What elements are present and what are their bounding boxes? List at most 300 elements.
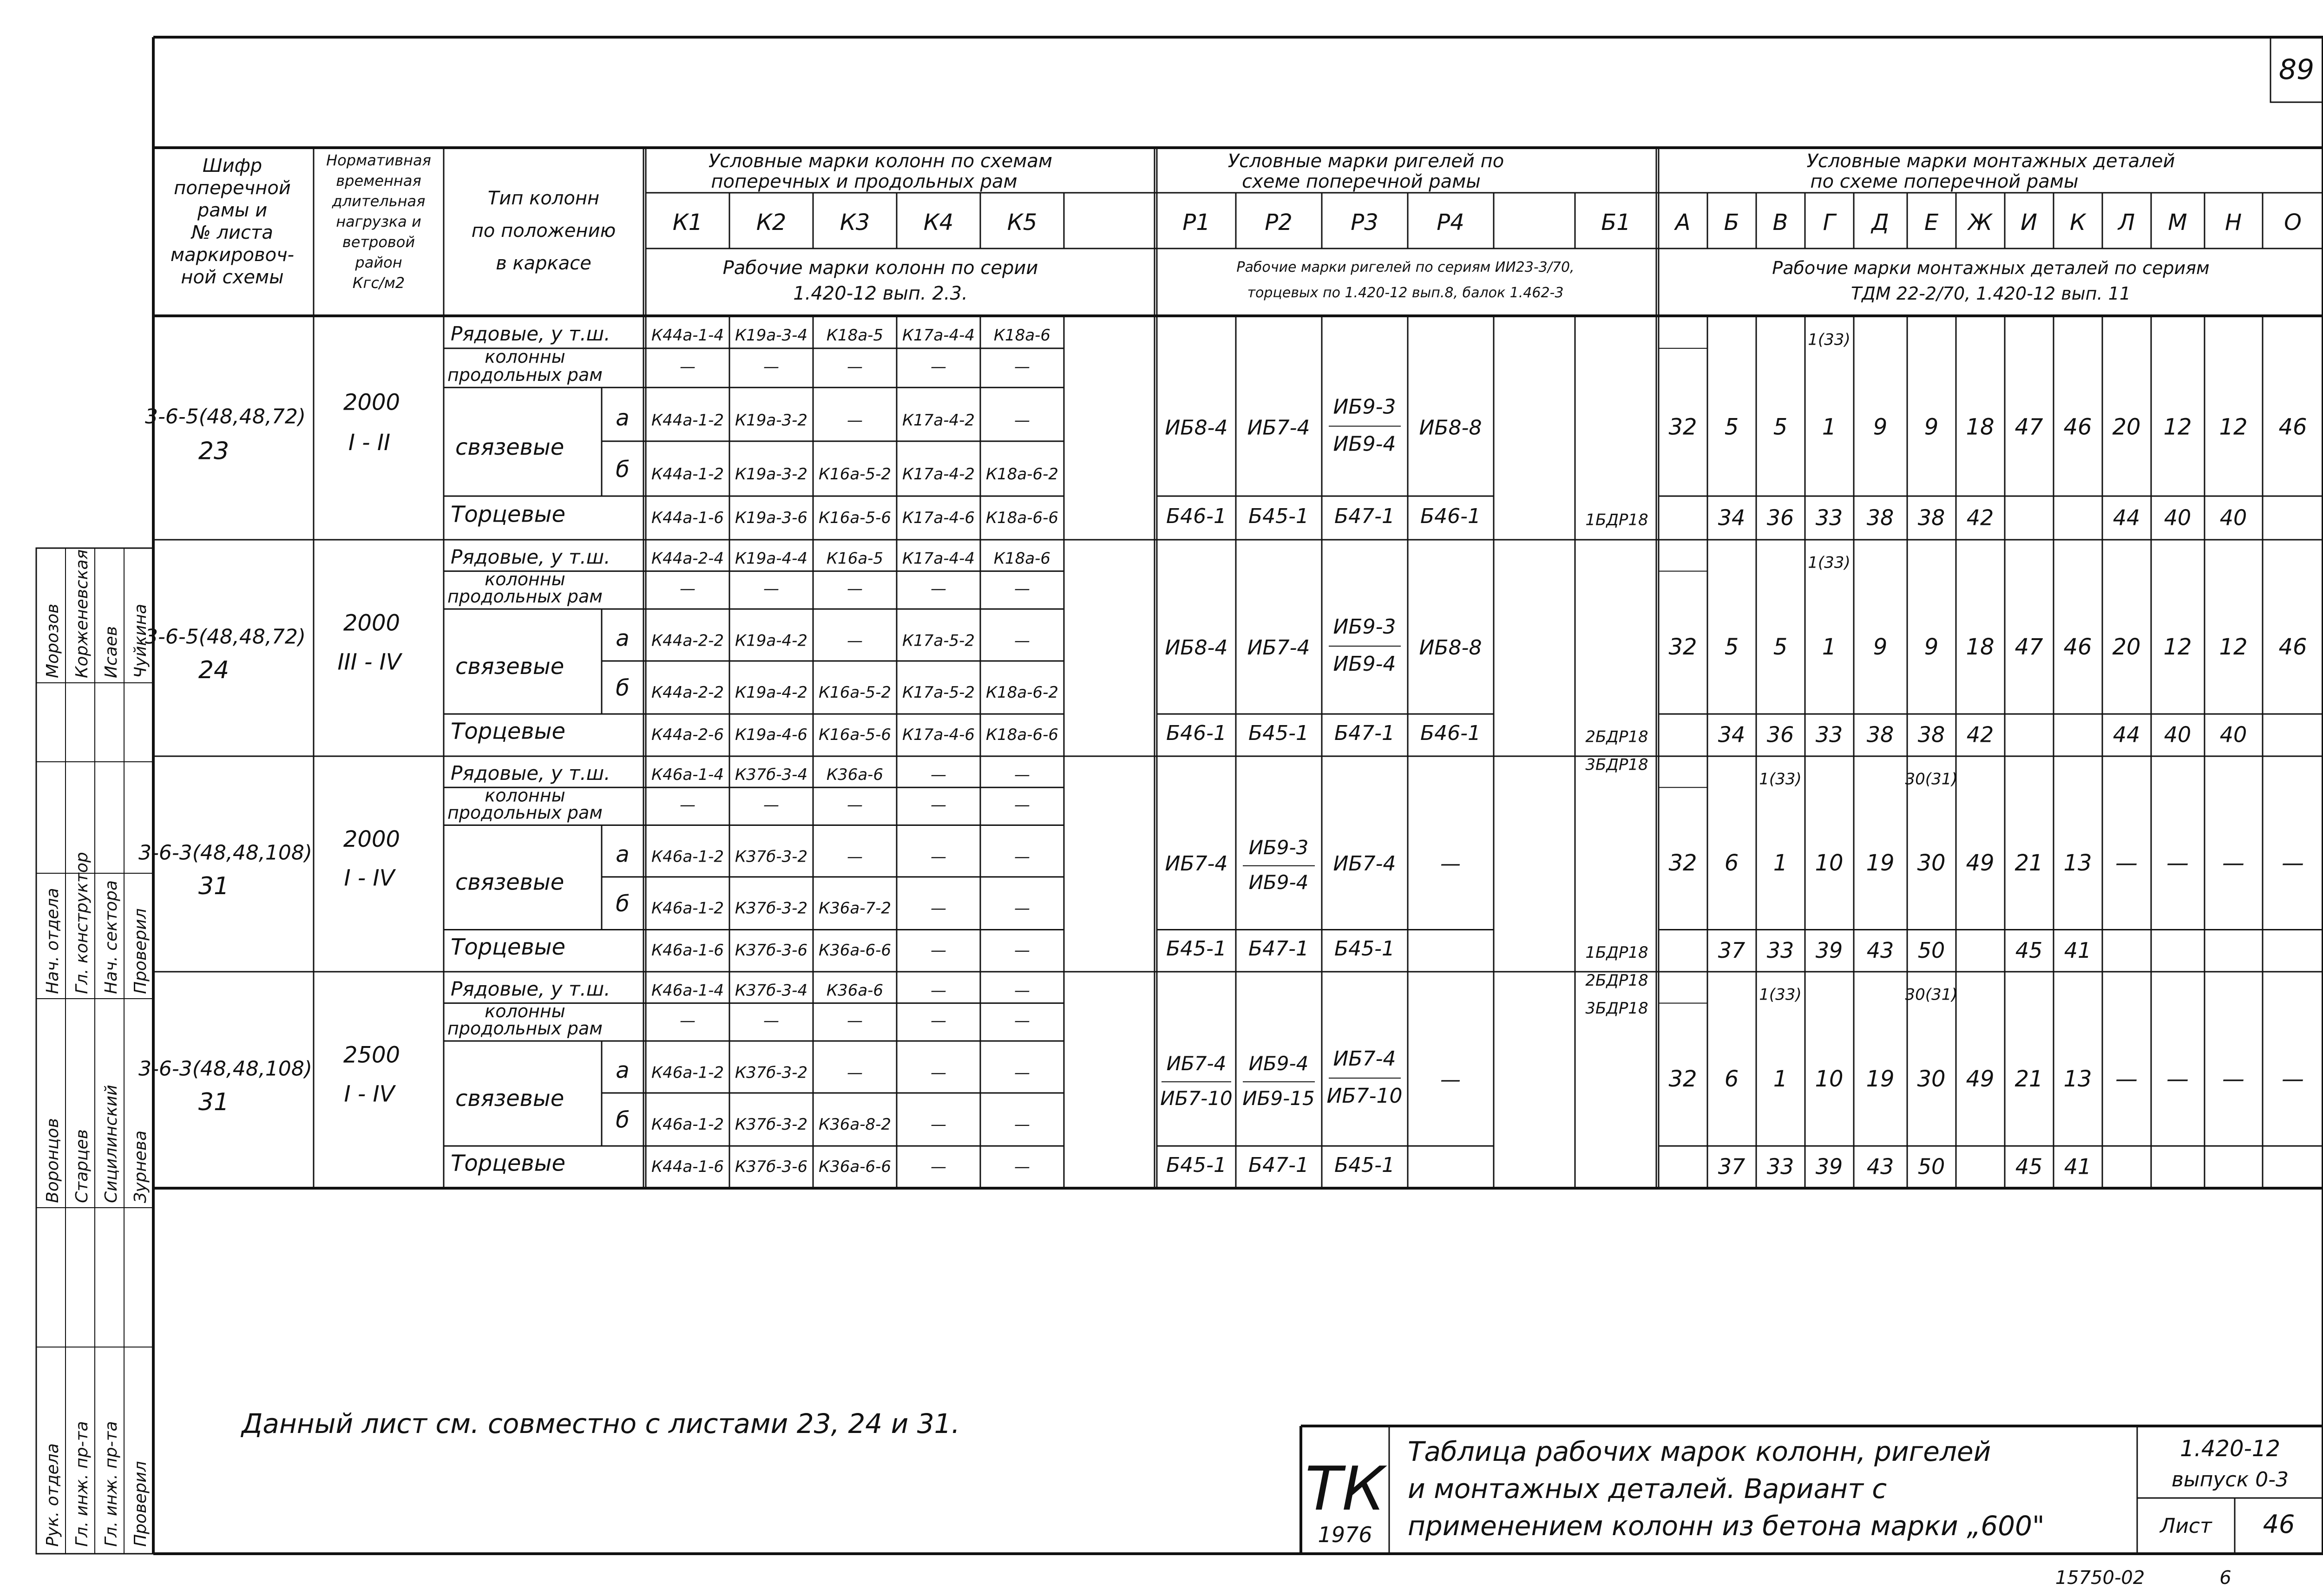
detail-mark-header: Д bbox=[1871, 209, 1889, 235]
detail-mark-header: Б bbox=[1724, 209, 1739, 235]
detail-tor-mark: 43 bbox=[1866, 1154, 1894, 1179]
column-mark-a: — bbox=[1014, 411, 1030, 430]
beam-mark-bottom: ИБ9-15 bbox=[1242, 1086, 1315, 1110]
detail-tor-mark: 38 bbox=[1917, 722, 1945, 747]
svg-text:по схеме поперечной рамы: по схеме поперечной рамы bbox=[1810, 171, 2079, 192]
column-mark-row: К44а-1-4 bbox=[651, 326, 724, 345]
detail-mark: 9 bbox=[1924, 634, 1939, 660]
column-mark-tor: К46а-1-6 bbox=[651, 941, 724, 960]
column-mark-a: — bbox=[931, 1063, 946, 1082]
beam-b1-mark: 3БДР18 bbox=[1585, 755, 1648, 774]
column-mark-a: — bbox=[1014, 847, 1030, 866]
type-prod-2: продольных рам bbox=[447, 1018, 603, 1039]
column-mark-prod: — bbox=[763, 357, 779, 376]
frame-code: 3-6-5(48,48,72) bbox=[144, 625, 306, 649]
detail-tor-mark: 38 bbox=[1866, 505, 1894, 530]
detail-mark: 10 bbox=[1815, 850, 1844, 876]
column-mark-b: К19а-4-2 bbox=[735, 683, 808, 702]
beam-mark-top: ИБ9-3 bbox=[1248, 836, 1309, 859]
column-mark-a: К19а-3-2 bbox=[735, 411, 808, 430]
svg-text:ветровой: ветровой bbox=[342, 233, 415, 251]
stamp-issue: выпуск 0-3 bbox=[2171, 1468, 2289, 1491]
beam-mark-top: ИБ9-3 bbox=[1333, 395, 1396, 419]
detail-tor-mark: 40 bbox=[2219, 722, 2247, 747]
column-mark-row: К37б-3-4 bbox=[735, 981, 808, 1000]
column-mark-a: — bbox=[931, 847, 946, 866]
detail-tor-mark: 50 bbox=[1917, 937, 1945, 963]
side-role2: Гл. конструктор bbox=[72, 852, 92, 994]
svg-text:Нормативная: Нормативная bbox=[326, 151, 431, 169]
column-mark-prod: — bbox=[763, 1011, 779, 1030]
beam-tor-mark: Б45-1 bbox=[1166, 1153, 1227, 1177]
type-a: а bbox=[616, 625, 630, 652]
svg-text:торцевых по 1.420-12 вып.8, ба: торцевых по 1.420-12 вып.8, балок 1.462-3 bbox=[1247, 285, 1564, 301]
column-mark-b: К37б-3-2 bbox=[735, 899, 808, 918]
detail-mark: 12 bbox=[2219, 414, 2248, 440]
detail-tor-mark: 50 bbox=[1917, 1154, 1945, 1179]
column-mark-row: К36а-6 bbox=[826, 765, 884, 785]
type-svyaz: связевые bbox=[455, 653, 564, 680]
svg-text:Тип колонн: Тип колонн bbox=[487, 188, 600, 209]
type-prod-1: колонны bbox=[485, 569, 565, 589]
column-mark-tor: К44а-1-6 bbox=[651, 508, 724, 527]
beam-mark-bottom: ИБ9-4 bbox=[1333, 432, 1396, 456]
detail-mark-header: М bbox=[2168, 209, 2187, 235]
column-mark-a: — bbox=[847, 847, 863, 866]
detail-tor-mark: 37 bbox=[1718, 1154, 1746, 1179]
type-prod-1: колонны bbox=[485, 785, 565, 806]
detail-mark: 1 bbox=[1773, 1066, 1788, 1092]
column-mark-row: К18а-5 bbox=[826, 326, 884, 345]
svg-text:Рабочие марки ригелей по серия: Рабочие марки ригелей по сериям ИИ23-3/70, bbox=[1236, 259, 1575, 275]
side-signature-block bbox=[36, 548, 153, 1554]
column-mark-tor: — bbox=[931, 1158, 946, 1177]
detail-extra: 1(33) bbox=[1808, 553, 1851, 572]
beam-b1-mark: 2БДР18 bbox=[1585, 971, 1648, 990]
column-mark-b: — bbox=[1014, 1115, 1030, 1134]
detail-mark: 1 bbox=[1773, 850, 1788, 876]
svg-text:рамы и: рамы и bbox=[197, 200, 268, 221]
type-b: б bbox=[616, 891, 630, 917]
load-value: 2000 bbox=[343, 826, 400, 852]
detail-extra: 1(33) bbox=[1759, 985, 1802, 1004]
column-mark-tor: — bbox=[1014, 941, 1030, 960]
detail-mark: 1 bbox=[1822, 414, 1837, 440]
detail-mark: 5 bbox=[1773, 634, 1788, 660]
column-mark-row: К19а-4-4 bbox=[735, 549, 808, 568]
column-mark-tor: К18а-6-6 bbox=[985, 508, 1059, 527]
side-role: Гл. инж. пр-та bbox=[102, 1421, 121, 1547]
frame-code: 3-6-3(48,48,108) bbox=[138, 841, 312, 865]
svg-text:Шифр: Шифр bbox=[202, 155, 262, 177]
detail-mark: — bbox=[2222, 850, 2244, 876]
detail-mark: 46 bbox=[2278, 414, 2307, 440]
column-mark-tor: К36а-6-6 bbox=[818, 1158, 892, 1177]
column-mark-prod: — bbox=[763, 579, 779, 598]
type-row: Рядовые, у т.ш. bbox=[451, 322, 610, 346]
detail-tor-mark: 33 bbox=[1815, 505, 1843, 530]
column-mark-a: К44а-1-2 bbox=[651, 411, 724, 430]
detail-mark: 1 bbox=[1822, 634, 1837, 660]
load-value: 2500 bbox=[343, 1042, 400, 1068]
detail-tor-mark: 39 bbox=[1815, 1154, 1843, 1179]
detail-mark: 46 bbox=[2063, 634, 2092, 660]
detail-tor-mark: 36 bbox=[1766, 722, 1794, 747]
column-mark-a: — bbox=[1014, 631, 1030, 650]
column-mark-b: — bbox=[1014, 899, 1030, 918]
column-mark-a: К46а-1-2 bbox=[651, 1063, 724, 1082]
detail-mark-header: В bbox=[1772, 209, 1788, 235]
title-stamp bbox=[1301, 1426, 2323, 1554]
column-mark-prod: — bbox=[680, 357, 696, 376]
detail-mark: 5 bbox=[1724, 634, 1739, 660]
detail-mark-header: К bbox=[2069, 209, 2086, 235]
detail-mark: — bbox=[2115, 850, 2138, 876]
column-mark-row: К17а-4-4 bbox=[902, 326, 975, 345]
detail-tor-mark: 38 bbox=[1917, 505, 1945, 530]
detail-tor-mark: 38 bbox=[1866, 722, 1894, 747]
detail-mark-header: А bbox=[1675, 209, 1691, 235]
detail-extra: 30(31) bbox=[1905, 770, 1958, 789]
detail-mark-header: Г bbox=[1823, 209, 1836, 235]
detail-mark: 9 bbox=[1873, 634, 1888, 660]
detail-tor-mark: 44 bbox=[2113, 722, 2140, 747]
frame-sheet: 31 bbox=[198, 1088, 230, 1117]
beam-tor-mark: Б45-1 bbox=[1334, 937, 1395, 961]
svg-text:ной схемы: ной схемы bbox=[181, 267, 284, 288]
row-lines bbox=[444, 348, 2323, 1146]
page-number: 89 bbox=[2278, 53, 2315, 86]
column-mark-b: К16а-5-2 bbox=[818, 464, 892, 484]
type-row: Рядовые, у т.ш. bbox=[451, 762, 610, 785]
frame-sheet: 31 bbox=[198, 872, 230, 900]
detail-tor-mark: 45 bbox=[2015, 937, 2043, 963]
detail-mark: 32 bbox=[1668, 1066, 1697, 1092]
beam-tor-mark: Б45-1 bbox=[1334, 1153, 1395, 1177]
beam-mark-top: ИБ7-4 bbox=[1166, 1052, 1227, 1075]
detail-tor-mark: 40 bbox=[2164, 722, 2192, 747]
column-mark-prod: — bbox=[847, 579, 863, 598]
detail-mark: 18 bbox=[1966, 414, 1995, 440]
column-mark-tor: К44а-1-6 bbox=[651, 1158, 724, 1177]
column-mark-header: К5 bbox=[1007, 209, 1037, 235]
column-mark-b: К46а-1-2 bbox=[651, 899, 724, 918]
column-mark-b: К44а-2-2 bbox=[651, 683, 724, 702]
beam-mark: ИБ8-8 bbox=[1419, 635, 1482, 660]
detail-tor-mark: 34 bbox=[1718, 722, 1746, 747]
table-body bbox=[138, 322, 2307, 1179]
svg-text:нагрузка и: нагрузка и bbox=[336, 213, 421, 230]
beam-tor-mark: Б46-1 bbox=[1420, 504, 1481, 528]
column-mark-tor: К18а-6-6 bbox=[985, 726, 1059, 745]
column-mark-tor: — bbox=[1014, 1158, 1030, 1177]
column-mark-a: — bbox=[847, 411, 863, 430]
type-tor: Торцевые bbox=[451, 1150, 566, 1177]
column-mark-prod: — bbox=[931, 796, 946, 814]
column-mark-row: К46а-1-4 bbox=[651, 765, 724, 785]
column-mark-a: К19а-4-2 bbox=[735, 631, 808, 650]
detail-mark: 49 bbox=[1966, 1066, 1995, 1092]
column-mark-prod: — bbox=[847, 1011, 863, 1030]
column-mark-row: К18а-6 bbox=[993, 326, 1051, 345]
type-prod-2: продольных рам bbox=[447, 364, 603, 385]
column-mark-row: К17а-4-4 bbox=[902, 549, 975, 568]
footer-code: 15750-02 bbox=[2055, 1567, 2145, 1589]
wind-region: III - IV bbox=[337, 649, 401, 675]
type-prod-2: продольных рам bbox=[447, 802, 603, 823]
column-mark-prod: — bbox=[680, 1011, 696, 1030]
detail-tor-mark: 33 bbox=[1815, 722, 1843, 747]
stamp-title-line1: Таблица рабочих марок колонн, ригелей bbox=[1408, 1436, 1991, 1467]
header-load-col bbox=[326, 151, 431, 292]
detail-tor-mark: 36 bbox=[1766, 505, 1794, 530]
frame-sheet: 23 bbox=[198, 437, 230, 465]
detail-mark-header: Н bbox=[2225, 209, 2242, 235]
column-mark-b: К19а-3-2 bbox=[735, 464, 808, 484]
detail-mark: 6 bbox=[1724, 1066, 1739, 1092]
beam-mark: ИБ8-4 bbox=[1165, 416, 1228, 440]
detail-extra: 1(33) bbox=[1759, 770, 1802, 789]
type-a: а bbox=[616, 405, 630, 432]
column-mark-prod: — bbox=[1014, 357, 1030, 376]
column-mark-a: — bbox=[847, 631, 863, 650]
detail-mark: 6 bbox=[1724, 850, 1739, 876]
svg-text:маркировоч-: маркировоч- bbox=[170, 244, 295, 266]
column-mark-b: К17а-5-2 bbox=[902, 683, 975, 702]
beam-b1-mark: 2БДР18 bbox=[1585, 727, 1648, 746]
svg-text:по положению: по положению bbox=[471, 220, 616, 242]
stamp-title-line2: и монтажных деталей. Вариант с bbox=[1408, 1473, 1887, 1504]
column-mark-prod: — bbox=[931, 357, 946, 376]
column-mark-tor: К19а-4-6 bbox=[735, 726, 808, 745]
column-mark-row: К44а-2-4 bbox=[651, 549, 724, 568]
column-mark-row: К46а-1-4 bbox=[651, 981, 724, 1000]
column-mark-prod: — bbox=[931, 579, 946, 598]
column-mark-row: — bbox=[931, 765, 946, 785]
beam-mark: ИБ7-4 bbox=[1247, 635, 1310, 660]
column-mark-header: К3 bbox=[840, 209, 870, 235]
column-mark-b: К44а-1-2 bbox=[651, 464, 724, 484]
side-name2: Чуйкина bbox=[131, 603, 150, 678]
detail-mark: 18 bbox=[1966, 634, 1995, 660]
side-name2: Морозов bbox=[43, 603, 62, 678]
side-name2: Корженевская bbox=[72, 549, 92, 678]
detail-tor-mark: 40 bbox=[2164, 505, 2192, 530]
column-mark-prod: — bbox=[680, 796, 696, 814]
beam-mark-top: ИБ9-4 bbox=[1248, 1052, 1309, 1075]
column-mark-tor: К16а-5-6 bbox=[818, 508, 892, 527]
svg-text:Рабочие марки монтажных детале: Рабочие марки монтажных деталей по сериям bbox=[1772, 258, 2210, 278]
column-mark-prod: — bbox=[931, 1011, 946, 1030]
column-mark-row: К36а-6 bbox=[826, 981, 884, 1000]
side-text bbox=[43, 549, 150, 1547]
column-mark-a: К17а-4-2 bbox=[902, 411, 975, 430]
column-mark-a: К37б-3-2 bbox=[735, 847, 808, 866]
column-mark-b: К18а-6-2 bbox=[985, 683, 1059, 702]
column-mark-tor: К19а-3-6 bbox=[735, 508, 808, 527]
detail-mark: — bbox=[2166, 850, 2189, 876]
beam-mark: ИБ8-4 bbox=[1165, 635, 1228, 660]
detail-mark: 13 bbox=[2063, 850, 2092, 876]
frame-sheet: 24 bbox=[198, 656, 230, 685]
column-mark-prod: — bbox=[763, 796, 779, 814]
svg-text:1.420-12 вып. 2.3.: 1.420-12 вып. 2.3. bbox=[793, 283, 968, 304]
column-mark-row: К19а-3-4 bbox=[735, 326, 808, 345]
type-prod-1: колонны bbox=[485, 1001, 565, 1021]
beam-tor-mark: Б47-1 bbox=[1334, 721, 1395, 746]
beam-tor-mark: Б45-1 bbox=[1248, 504, 1309, 528]
svg-text:Условные марки ригелей по: Условные марки ригелей по bbox=[1227, 150, 1504, 172]
stamp-sheet-no: 46 bbox=[2263, 1510, 2295, 1539]
column-mark-tor: — bbox=[931, 941, 946, 960]
sheet-note: Данный лист см. совместно с листами 23, 24 и 31. bbox=[242, 1408, 960, 1439]
beam-b1-mark: 3БДР18 bbox=[1585, 999, 1648, 1018]
beam-mark-header: Б1 bbox=[1601, 209, 1631, 235]
side-name2: Исаев bbox=[102, 626, 121, 678]
column-mark-row: — bbox=[931, 981, 946, 1000]
detail-mark: 47 bbox=[2015, 634, 2043, 660]
wind-region: I - IV bbox=[344, 1081, 395, 1107]
beam-tor-mark: Б47-1 bbox=[1248, 1153, 1309, 1177]
detail-mark: — bbox=[2166, 1066, 2189, 1092]
svg-text:район: район bbox=[355, 254, 402, 271]
beam-mark: ИБ7-4 bbox=[1165, 851, 1228, 876]
column-mark-tor: К36а-6-6 bbox=[818, 941, 892, 960]
footer-page: 6 bbox=[2219, 1567, 2231, 1589]
beam-tor-mark: Б47-1 bbox=[1334, 504, 1395, 528]
column-mark-b: К17а-4-2 bbox=[902, 464, 975, 484]
beam-mark: ИБ7-4 bbox=[1333, 851, 1396, 876]
header-type-col bbox=[472, 188, 616, 274]
type-tor: Торцевые bbox=[451, 718, 566, 745]
detail-mark: 49 bbox=[1966, 850, 1995, 876]
svg-text:Кгс/м2: Кгс/м2 bbox=[352, 274, 405, 292]
svg-text:Условные марки монтажных детал: Условные марки монтажных деталей bbox=[1806, 150, 2175, 172]
detail-mark: 10 bbox=[1815, 1066, 1844, 1092]
column-mark-prod: — bbox=[1014, 1011, 1030, 1030]
column-mark-b: К18а-6-2 bbox=[985, 464, 1059, 484]
detail-mark: 21 bbox=[2015, 850, 2043, 876]
svg-text:ТДМ 22-2/70, 1.420-12 вып.: ТДМ 22-2/70, 1.420-12 вып. 11 bbox=[1851, 283, 2131, 304]
type-b: б bbox=[616, 1107, 630, 1133]
detail-extra: 30(31) bbox=[1905, 985, 1958, 1004]
column-mark-tor: К17а-4-6 bbox=[902, 508, 975, 527]
type-svyaz: связевые bbox=[455, 1085, 564, 1112]
column-mark-tor: К17а-4-6 bbox=[902, 726, 975, 745]
side-role: Гл. инж. пр-та bbox=[72, 1421, 92, 1547]
side-role2: Нач. отдела bbox=[43, 888, 62, 994]
column-mark-header: К2 bbox=[756, 209, 787, 235]
column-mark-prod: — bbox=[847, 357, 863, 376]
stamp-sheet-label: Лист bbox=[2160, 1514, 2212, 1538]
detail-mark-header: Е bbox=[1924, 209, 1939, 235]
detail-mark: 12 bbox=[2163, 414, 2192, 440]
column-mark-prod: — bbox=[1014, 579, 1030, 598]
column-mark-a: — bbox=[1014, 1063, 1030, 1082]
detail-tor-mark: 33 bbox=[1766, 1154, 1794, 1179]
type-a: а bbox=[616, 841, 630, 868]
column-mark-header: К4 bbox=[923, 209, 954, 235]
detail-tor-mark: 41 bbox=[2064, 937, 2092, 963]
beam-mark-bottom: ИБ7-10 bbox=[1326, 1084, 1403, 1108]
detail-tor-mark: 33 bbox=[1766, 937, 1794, 963]
detail-mark: 9 bbox=[1924, 414, 1939, 440]
column-mark-row: К18а-6 bbox=[993, 549, 1051, 568]
beam-mark: ИБ7-4 bbox=[1247, 416, 1310, 440]
beam-mark-header: Р1 bbox=[1182, 209, 1210, 235]
wind-region: I - II bbox=[348, 430, 391, 456]
column-mark-b: К37б-3-2 bbox=[735, 1115, 808, 1134]
detail-mark: 47 bbox=[2015, 414, 2043, 440]
frame-code: 3-6-3(48,48,108) bbox=[138, 1057, 312, 1081]
column-mark-a: К17а-5-2 bbox=[902, 631, 975, 650]
column-mark-row: К37б-3-4 bbox=[735, 765, 808, 785]
detail-mark: 19 bbox=[1866, 1066, 1895, 1092]
column-mark-prod: — bbox=[1014, 796, 1030, 814]
column-mark-a: К44а-2-2 bbox=[651, 631, 724, 650]
type-tor: Торцевые bbox=[451, 934, 566, 960]
beam-b1-mark: 1БДР18 bbox=[1585, 943, 1648, 962]
side-name: Сицилинский bbox=[102, 1085, 121, 1203]
detail-mark: 20 bbox=[2112, 414, 2141, 440]
beam-mark-header: Р4 bbox=[1437, 209, 1464, 235]
column-mark-row: — bbox=[1014, 765, 1030, 785]
side-role: Проверил bbox=[131, 1461, 150, 1547]
type-b: б bbox=[616, 675, 630, 701]
type-tor: Торцевые bbox=[451, 501, 566, 528]
detail-tor-mark: 37 bbox=[1718, 937, 1746, 963]
detail-tor-mark: 41 bbox=[2064, 1154, 2092, 1179]
detail-tor-mark: 44 bbox=[2113, 505, 2140, 530]
type-row: Рядовые, у т.ш. bbox=[451, 545, 610, 569]
beam-mark-top: ИБ9-3 bbox=[1333, 615, 1396, 639]
detail-mark-header: О bbox=[2284, 209, 2302, 235]
beam-mark-header: Р3 bbox=[1351, 209, 1378, 235]
beam-tor-mark: Б46-1 bbox=[1166, 504, 1227, 528]
column-mark-b: К36а-7-2 bbox=[818, 899, 892, 918]
beam-mark-bottom: ИБ7-10 bbox=[1160, 1086, 1233, 1110]
detail-mark: 5 bbox=[1724, 414, 1739, 440]
detail-mark: — bbox=[2222, 1066, 2244, 1092]
detail-mark: 12 bbox=[2219, 634, 2248, 660]
beam-tor-mark: Б46-1 bbox=[1420, 721, 1481, 746]
detail-tor-mark: 45 bbox=[2015, 1154, 2043, 1179]
stamp-series: 1.420-12 bbox=[2180, 1436, 2280, 1462]
svg-text:поперечной: поперечной bbox=[174, 177, 291, 199]
detail-tor-mark: 42 bbox=[1966, 505, 1994, 530]
svg-text:временная: временная bbox=[336, 172, 421, 190]
load-value: 2000 bbox=[343, 610, 400, 636]
detail-extra: 1(33) bbox=[1808, 330, 1851, 349]
side-role: Рук. отдела bbox=[43, 1443, 62, 1547]
beam-mark-bottom: ИБ9-4 bbox=[1333, 652, 1396, 676]
column-mark-tor: К44а-2-6 bbox=[651, 726, 724, 745]
type-svyaz: связевые bbox=[455, 434, 564, 460]
svg-text:Рабочие марки колонн по серии: Рабочие марки колонн по серии bbox=[722, 257, 1038, 279]
beam-mark: ИБ8-8 bbox=[1419, 416, 1482, 440]
detail-mark: 32 bbox=[1668, 634, 1697, 660]
side-role2: Нач. сектора bbox=[102, 880, 121, 994]
details-marks-header bbox=[1674, 209, 2302, 235]
beam-mark-top: ИБ7-4 bbox=[1333, 1047, 1396, 1071]
detail-tor-mark: 39 bbox=[1815, 937, 1843, 963]
type-a: а bbox=[616, 1057, 630, 1084]
stamp-year: 1976 bbox=[1318, 1522, 1372, 1547]
frame-code: 3-6-5(48,48,72) bbox=[144, 405, 306, 429]
detail-mark-header: Ж bbox=[1968, 209, 1992, 235]
detail-mark: 21 bbox=[2015, 1066, 2043, 1092]
column-mark-b: К46а-1-2 bbox=[651, 1115, 724, 1134]
